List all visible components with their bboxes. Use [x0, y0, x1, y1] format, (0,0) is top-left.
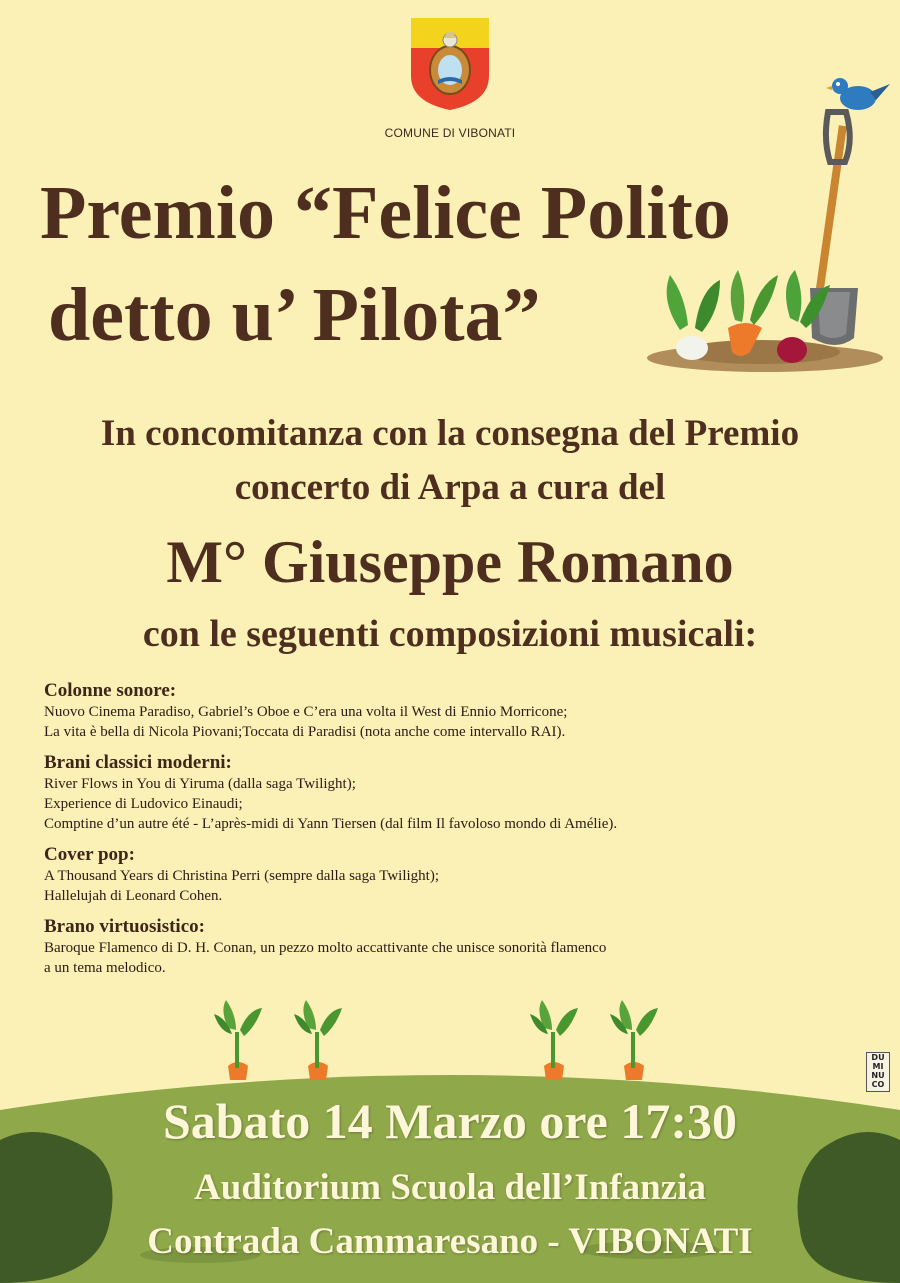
program-item: River Flows in You di Yiruma (dalla saga Twilight); — [44, 776, 356, 792]
bird-icon — [826, 78, 890, 110]
program-item: Nuovo Cinema Paradiso, Gabriel’s Oboe e C’era una volta il West di Ennio Morricone; — [44, 704, 568, 720]
artist-signature: DU MI NU CO — [866, 1052, 890, 1092]
section-heading: Brano virtuosistico: — [44, 916, 205, 937]
performer-name: M° Giuseppe Romano — [166, 529, 734, 595]
program-item: Hallelujah di Leonard Cohen. — [44, 888, 223, 904]
program-item: Baroque Flamenco di D. H. Conan, un pezzo molto accattivante che unisce sonorità flamenco — [44, 940, 607, 956]
program-item: Experience di Ludovico Einaudi; — [44, 796, 243, 812]
carrot-icon — [214, 1000, 262, 1080]
subtitle-line-1: In concomitanza con la consegna del Premio — [100, 413, 800, 454]
carrot-icon — [610, 1000, 658, 1080]
event-datetime: Sabato 14 Marzo ore 17:30 — [163, 1093, 737, 1149]
section-heading: Colonne sonore: — [44, 680, 177, 701]
title-line-1: Premio “Felice Polito — [40, 171, 731, 255]
program-section — [44, 752, 864, 834]
section-heading: Cover pop: — [44, 844, 135, 865]
compositions-heading: con le seguenti composizioni musicali: — [142, 613, 758, 655]
event-address: Contrada Cammaresano - VIBONATI — [147, 1221, 753, 1262]
carrot-icon — [294, 1000, 342, 1080]
carrot-icon — [530, 1000, 578, 1080]
program-section — [44, 844, 864, 906]
program-item: A Thousand Years di Christina Perri (sempre dalla saga Twilight); — [44, 868, 440, 884]
program-section — [44, 916, 864, 978]
program-item: La vita è bella di Nicola Piovani;Toccata di Paradisi (nota anche come intervallo RAI). — [44, 724, 566, 740]
program-item: a un tema melodico. — [44, 960, 166, 976]
title-line-2: detto u’ Pilota” — [48, 273, 541, 357]
program-section — [44, 680, 864, 742]
subtitle-line-2: concerto di Arpa a cura del — [234, 467, 666, 508]
music-program — [44, 680, 864, 988]
event-venue: Auditorium Scuola dell’Infanzia — [194, 1167, 706, 1208]
program-item: Comptine d’un autre été - L’après-midi di Yann Tiersen (dal film Il favoloso mondo di Amélie). — [44, 816, 618, 832]
section-heading: Brani classici moderni: — [44, 752, 232, 773]
municipality-name: COMUNE DI VIBONATI — [384, 126, 516, 140]
coat-of-arms-icon — [411, 18, 489, 110]
